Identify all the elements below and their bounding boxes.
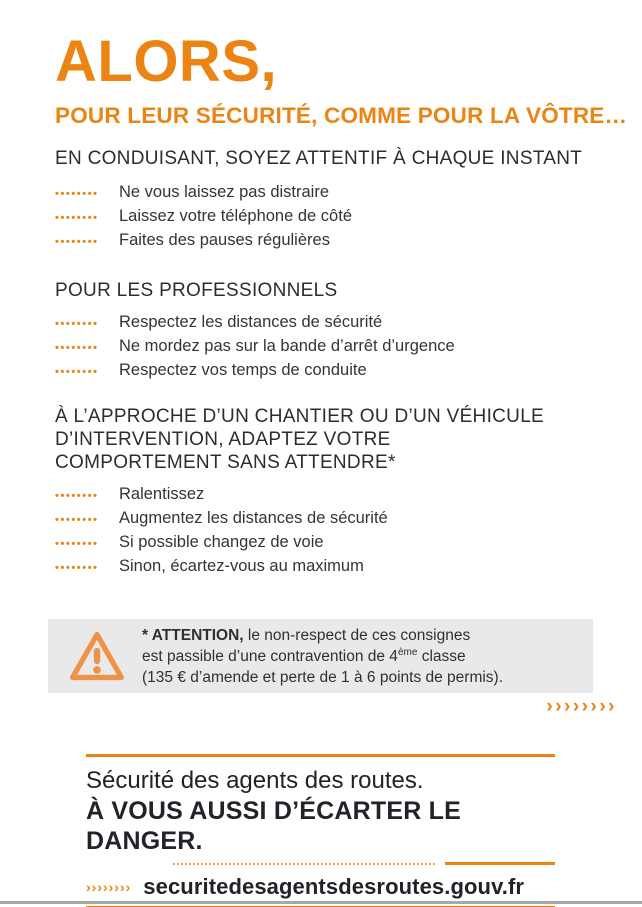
section-worksite-list bbox=[55, 483, 592, 579]
warning-line2-end: classe bbox=[417, 647, 466, 665]
dotted-divider bbox=[173, 863, 435, 865]
chevrons-icon: ›››››››› bbox=[86, 879, 132, 896]
section-worksite-heading: À L’APPROCHE D’UN CHANTIER OU D’UN VÉHICULE D’INTERVENTION, ADAPTEZ VOTRE COMPORTEMENT SANS ATTENDRE* bbox=[55, 406, 545, 474]
list-item bbox=[55, 555, 592, 579]
dotted-bullet-icon: •••••••• bbox=[55, 318, 99, 331]
warning-line2-text: est passible d’une contravention de 4 bbox=[142, 647, 398, 665]
list-item bbox=[55, 359, 592, 383]
window-bottom-edge bbox=[0, 901, 642, 904]
list-item-text: Ne vous laissez pas distraire bbox=[119, 183, 330, 202]
divider-top bbox=[86, 754, 555, 757]
warning-triangle-icon bbox=[68, 627, 126, 685]
list-item-text: Respectez les distances de sécurité bbox=[119, 313, 383, 332]
warning-line-2 bbox=[142, 646, 503, 667]
section-driving-list bbox=[55, 181, 592, 253]
list-item-text: Sinon, écartez-vous au maximum bbox=[119, 557, 364, 576]
list-item-text: Faites des pauses régulières bbox=[119, 231, 330, 250]
list-item-text: Ne mordez pas sur la bande d’arrêt d’urgence bbox=[119, 337, 455, 356]
list-item bbox=[55, 311, 592, 335]
list-item bbox=[55, 181, 592, 205]
list-item bbox=[55, 483, 592, 507]
page-subtitle: POUR LEUR SÉCURITÉ, COMME POUR LA VÔTRE… bbox=[55, 103, 628, 129]
list-item-text: Respectez vos temps de conduite bbox=[119, 361, 367, 380]
section-professionals bbox=[55, 279, 592, 383]
dotted-bullet-icon: •••••••• bbox=[55, 562, 99, 575]
section-professionals-heading: POUR LES PROFESSIONNELS bbox=[55, 280, 338, 302]
dotted-bullet-icon: •••••••• bbox=[55, 212, 99, 225]
dotted-bullet-icon: •••••••• bbox=[55, 188, 99, 201]
website-link[interactable]: securitedesagentsdesroutes.gouv.fr bbox=[143, 874, 525, 900]
list-item bbox=[55, 335, 592, 359]
dotted-bullet-icon: •••••••• bbox=[55, 490, 99, 503]
page-title: ALORS, bbox=[55, 29, 278, 94]
dotted-divider-row bbox=[86, 862, 555, 865]
dotted-bullet-icon: •••••••• bbox=[55, 366, 99, 379]
website-row bbox=[86, 874, 555, 900]
list-item-text: Si possible changez de voie bbox=[119, 533, 324, 552]
list-item bbox=[55, 205, 592, 229]
list-item bbox=[55, 229, 592, 253]
section-driving bbox=[55, 147, 592, 253]
dotted-bullet-icon: •••••••• bbox=[55, 342, 99, 355]
dotted-bullet-icon: •••••••• bbox=[55, 514, 99, 527]
dotted-bullet-icon: •••••••• bbox=[55, 538, 99, 551]
list-item-text: Laissez votre téléphone de côté bbox=[119, 207, 352, 226]
warning-line-3: (135 € d’amende et perte de 1 à 6 points de permis). bbox=[142, 668, 504, 686]
list-item bbox=[55, 531, 592, 555]
footer bbox=[86, 754, 555, 907]
warning-line-1 bbox=[142, 625, 503, 646]
footer-slogan: À VOUS AUSSI D’ÉCARTER LE DANGER. bbox=[86, 797, 461, 856]
warning-text bbox=[142, 625, 503, 688]
section-driving-heading: EN CONDUISANT, SOYEZ ATTENTIF À CHAQUE INSTANT bbox=[55, 148, 583, 170]
list-item-text: Ralentissez bbox=[119, 485, 205, 504]
section-worksite bbox=[55, 405, 592, 579]
warning-line1-rest: le non-respect de ces consignes bbox=[243, 626, 471, 644]
warning-bold-prefix: * ATTENTION, bbox=[142, 626, 244, 644]
warning-box bbox=[48, 619, 593, 693]
section-professionals-list bbox=[55, 311, 592, 383]
warning-superscript: ème bbox=[397, 646, 418, 658]
chevrons-decoration: ›››››››› bbox=[546, 696, 617, 718]
list-item bbox=[55, 507, 592, 531]
footer-tagline: Sécurité des agents des routes. bbox=[86, 767, 424, 795]
list-item-text: Augmentez les distances de sécurité bbox=[119, 509, 388, 528]
divider-segment bbox=[445, 862, 555, 865]
dotted-bullet-icon: •••••••• bbox=[55, 236, 99, 249]
